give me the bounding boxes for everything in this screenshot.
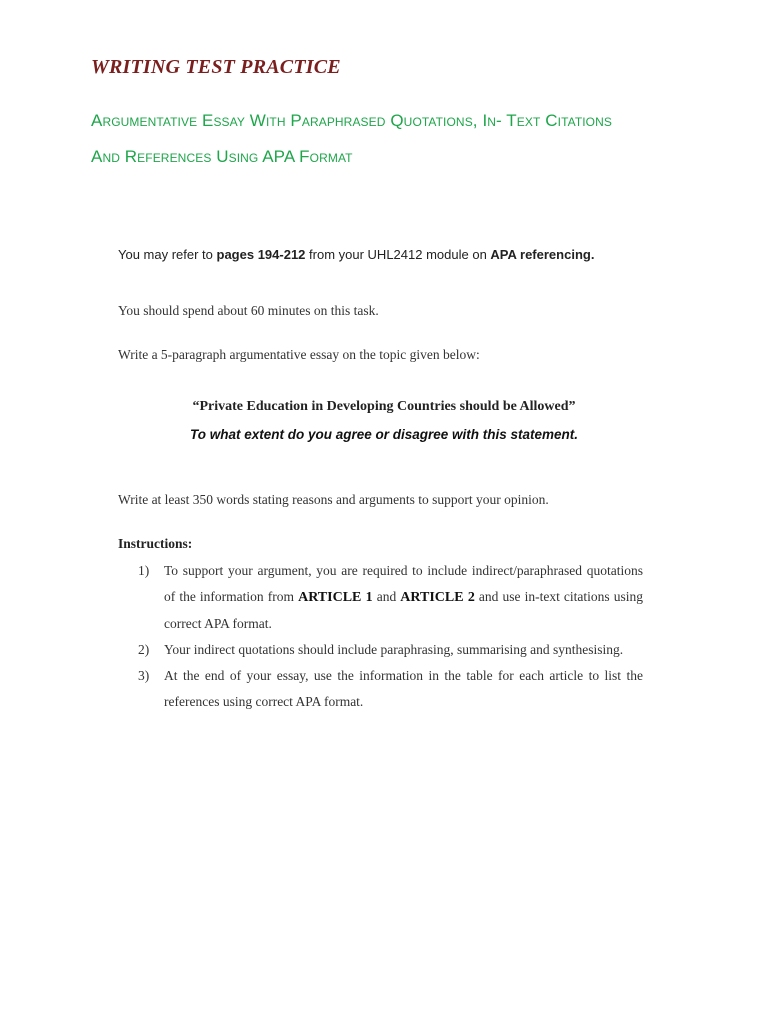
article-2-label: ARTICLE 2 [400,590,475,605]
list-item [138,558,643,637]
article-1-label: ARTICLE 1 [298,590,373,605]
item-1-part-2: and use in-text citations using correct APA format. [164,589,644,631]
list-item-text: Your indirect quotations should include paraphrasing, summarising and synthesising. [164,642,624,657]
list-item-number: 2) [138,642,150,657]
reference-middle: from your UHL2412 module on [305,247,491,262]
reference-prefix: You may refer to [118,247,217,262]
reference-pages: pages 194-212 [216,247,306,262]
reference-topic: APA referencing. [490,247,595,262]
list-item-text: At the end of your essay, use the information in the table for each article to list the references using correct APA format. [164,668,643,709]
subtitle-line-2: And References Using APA Format [91,147,353,166]
topic-question: To what extent do you agree or disagree with this statement. [189,427,579,442]
time-instruction: You should spend about 60 minutes on this task. [118,303,379,318]
list-item-text [164,558,643,637]
list-item [138,637,643,663]
list-item-number: 3) [138,668,150,683]
reference-note [118,247,594,262]
item-1-and: and [372,589,401,604]
essay-instruction: Write a 5-paragraph argumentative essay on the topic given below: [118,347,480,362]
word-count-instruction: Write at least 350 words stating reasons and arguments to support your opinion. [118,492,549,507]
instructions-heading: Instructions: [118,536,193,551]
item-1-part-1: To support your argument, you are required to include indirect/paraphrased quotations of the information from [164,563,643,604]
topic-statement: “Private Education in Developing Countries should be Allowed” [192,399,576,414]
subtitle-line-1: Argumentative Essay With Paraphrased Quotations, In- Text Citations [91,111,612,130]
list-item-number: 1) [138,563,150,578]
page-heading: WRITING TEST PRACTICE [91,56,341,78]
list-item [138,663,643,715]
instructions-list [138,558,643,715]
